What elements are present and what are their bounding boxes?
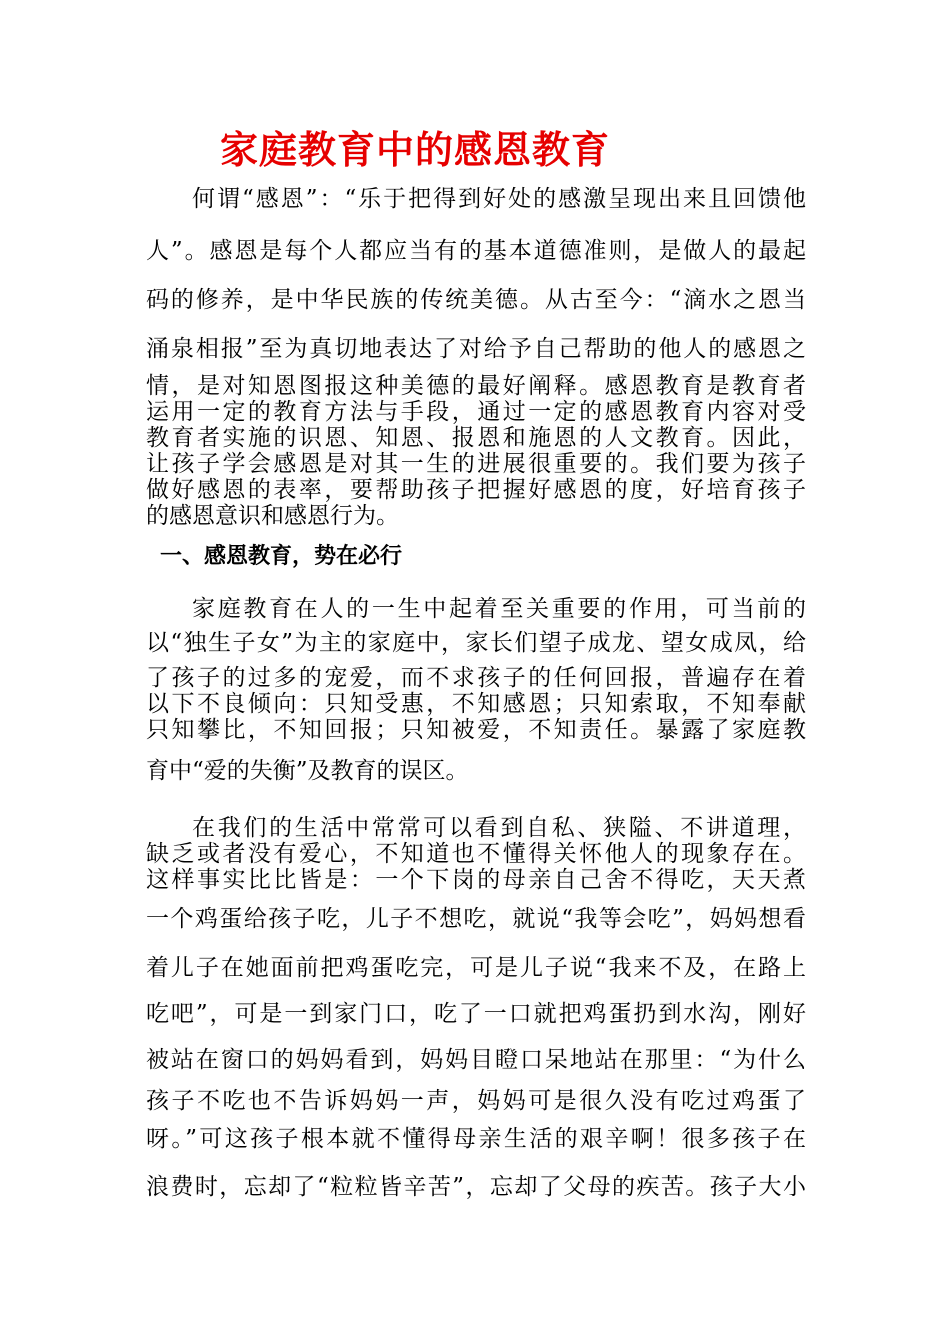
paragraph-line: 运用一定的教育方法与手段，通过一定的感恩教育内容对受: [146, 399, 806, 425]
paragraph-line: 浪费时，忘却了“粒粒皆辛苦”，忘却了父母的疾苦。孩子大小: [146, 1174, 806, 1200]
paragraph-line: 做好感恩的表率，要帮助孩子把握好感恩的度，好培育孩子: [146, 477, 806, 503]
paragraph-line: 吃吧”，可是一到家门口，吃了一口就把鸡蛋扔到水沟，刚好: [146, 1001, 806, 1027]
paragraph-line: 码的修养，是中华民族的传统美德。从古至今：“滴水之恩当: [146, 287, 806, 313]
paragraph-line: 孩子不吃也不告诉妈妈一声，妈妈可是很久没有吃过鸡蛋了: [146, 1088, 806, 1114]
paragraph-line: 被站在窗口的妈妈看到，妈妈目瞪口呆地站在那里：“为什么: [146, 1047, 806, 1073]
paragraph-line: 呀。”可这孩子根本就不懂得母亲生活的艰辛啊！很多孩子在: [146, 1126, 806, 1152]
paragraph-line: 情，是对知恩图报这种美德的最好阐释。感恩教育是教育者: [146, 373, 806, 399]
document-title: 家庭教育中的感恩教育: [219, 127, 610, 172]
section-heading: 一、感恩教育，势在必行: [160, 544, 403, 569]
paragraph-line: 以下不良倾向：只知受惠，不知感恩；只知索取，不知奉献: [146, 691, 806, 717]
paragraph-line: 在我们的生活中常常可以看到自私、狭隘、不讲道理，: [192, 815, 806, 841]
paragraph-line: 育中“爱的失衡”及教育的误区。: [146, 758, 469, 784]
paragraph-line: 以“独生子女”为主的家庭中，家长们望子成龙、望女成凤，给: [146, 630, 806, 656]
paragraph-line: 只知攀比，不知回报；只知被爱，不知责任。暴露了家庭教: [146, 717, 806, 743]
paragraph-line: 的感恩意识和感恩行为。: [146, 503, 399, 529]
paragraph-line: 了孩子的过多的宠爱，而不求孩子的任何回报，普遍存在着: [146, 665, 806, 691]
paragraph-line: 何谓“感恩”：“乐于把得到好处的感激呈现出来且回馈他: [192, 186, 806, 212]
paragraph-line: 家庭教育在人的一生中起着至关重要的作用，可当前的: [192, 596, 806, 622]
paragraph-line: 让孩子学会感恩是对其一生的进展很重要的。我们要为孩子: [146, 451, 806, 477]
paragraph-line: 一个鸡蛋给孩子吃，儿子不想吃，就说“我等会吃”，妈妈想看: [146, 906, 806, 932]
paragraph-line: 着儿子在她面前把鸡蛋吃完，可是儿子说“我来不及，在路上: [146, 955, 806, 981]
paragraph-line: 教育者实施的识恩、知恩、报恩和施恩的人文教育。因此，: [146, 425, 806, 451]
paragraph-line: 人”。感恩是每个人都应当有的基本道德准则，是做人的最起: [146, 238, 806, 264]
paragraph-line: 这样事实比比皆是：一个下岗的母亲自己舍不得吃，天天煮: [146, 867, 806, 893]
paragraph-line: 涌泉相报”至为真切地表达了对给予自己帮助的他人的感恩之: [146, 336, 806, 362]
paragraph-line: 缺乏或者没有爱心，不知道也不懂得关怀他人的现象存在。: [146, 841, 806, 867]
